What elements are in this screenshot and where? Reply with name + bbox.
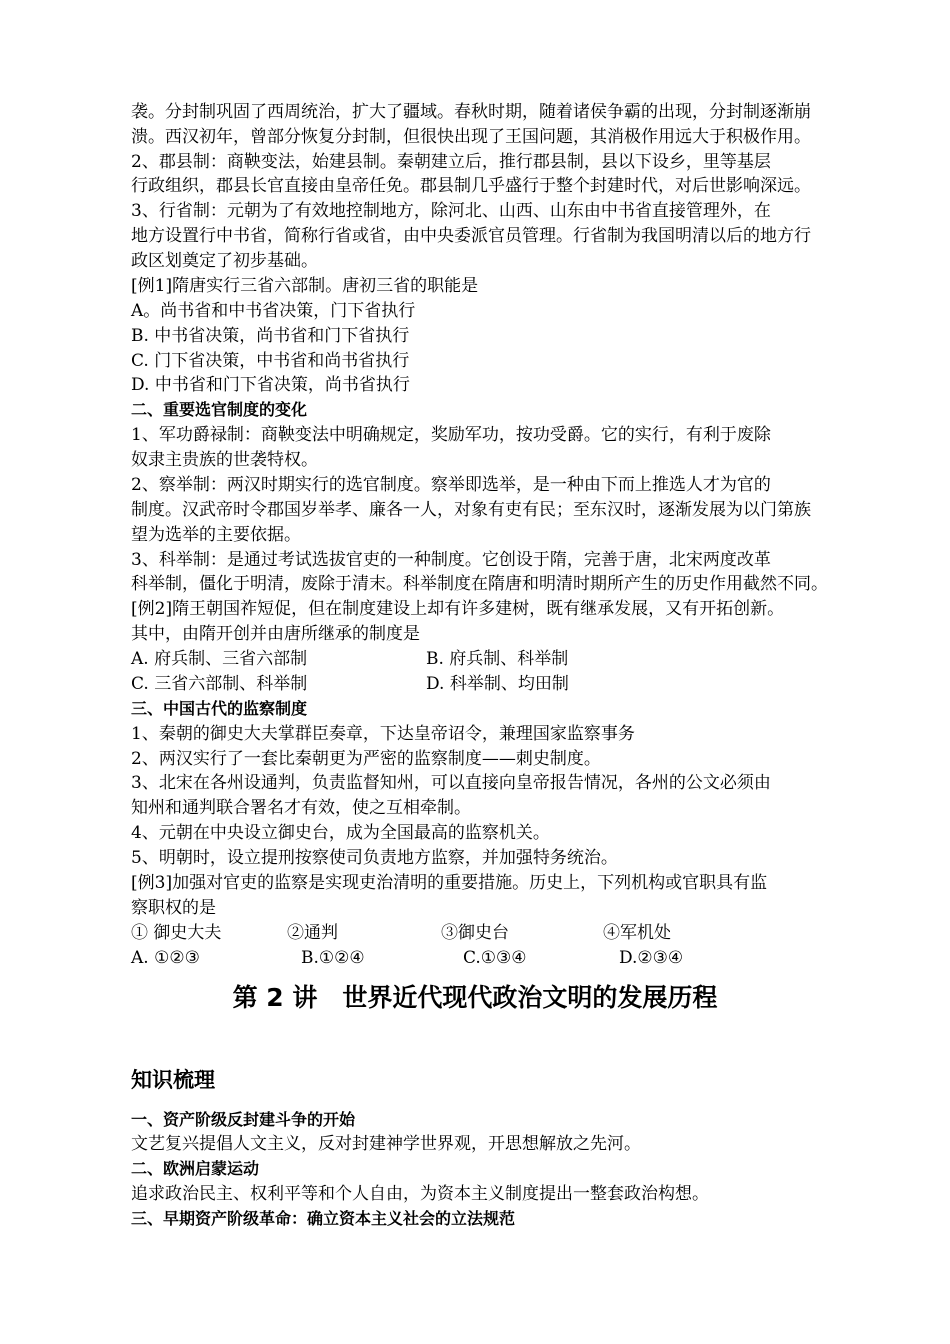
choice-item: ④军机处 [603, 923, 671, 943]
paragraph-line: 制度。汉武帝时令郡国岁举孝、廉各一人，对象有吏有民；至东汉时，逐渐发展为以门第族 [131, 500, 811, 520]
section-heading: 三、中国古代的监察制度 [131, 699, 308, 718]
section-heading: 二、重要选官制度的变化 [131, 400, 308, 419]
paragraph-line: 追求政治民主、权利平等和个人自由，为资本主义制度提出一整套政治构想。 [131, 1184, 709, 1204]
paragraph-line: 4、元朝在中央设立御史台，成为全国最高的监察机关。 [131, 823, 550, 843]
paragraph-line: 科举制，僵化于明清，废除于清末。科举制度在隋唐和明清时期所产生的历史作用截然不同。 [131, 574, 828, 594]
paragraph-line: 5、明朝时，设立提刑按察使司负责地方监察，并加强特务统治。 [131, 848, 618, 868]
choice-item: ②通判 [287, 923, 338, 943]
paragraph-line: 地方设置行中书省，简称行省或省，由中央委派官员管理。行省制为我国明清以后的地方行 [131, 226, 811, 246]
paragraph-line: 其中，由隋开创并由唐所继承的制度是 [131, 624, 420, 644]
example-question: [例3]加强对官吏的监察是实现吏治清明的重要措施。历史上，下列机构或官职具有监 [131, 873, 768, 893]
paragraph-line: 文艺复兴提倡人文主义，反对封建神学世界观，开思想解放之先河。 [131, 1134, 641, 1154]
paragraph-line: 溃。西汉初年，曾部分恢复分封制，但很快出现了王国问题，其消极作用远大于积极作用。 [131, 127, 811, 147]
example-question: [例1]隋唐实行三省六部制。唐初三省的职能是 [131, 276, 479, 296]
paragraph-line: 知州和通判联合署名才有效，使之互相牵制。 [131, 798, 471, 818]
option-line: C. 三省六部制、科举制 [131, 674, 308, 694]
choice-item: ① 御史大夫 [131, 923, 222, 943]
lecture-title: 第 2 讲 世界近代现代政治文明的发展历程 [232, 983, 718, 1012]
paragraph-line: 察职权的是 [131, 898, 216, 918]
section-heading: 二、欧洲启蒙运动 [131, 1159, 260, 1178]
option-line: D. 中书省和门下省决策，尚书省执行 [131, 375, 410, 395]
answer-option: C.①③④ [463, 948, 527, 968]
paragraph-line: 2、郡县制：商鞅变法，始建县制。秦朝建立后，推行郡县制，县以下设乡，里等基层 [131, 152, 771, 172]
section-subtitle: 知识梳理 [131, 1068, 215, 1092]
paragraph-line: 行政组织，郡县长官直接由皇帝任免。郡县制几乎盛行于整个封建时代，对后世影响深远。 [131, 176, 811, 196]
paragraph-line: 1、秦朝的御史大夫掌群臣奏章，下达皇帝诏令，兼理国家监察事务 [131, 724, 635, 744]
section-heading: 三、早期资产阶级革命：确立资本主义社会的立法规范 [131, 1209, 516, 1228]
paragraph-line: 袭。分封制巩固了西周统治，扩大了疆域。春秋时期，随着诸侯争霸的出现，分封制逐渐崩 [131, 102, 811, 122]
answer-option: D.②③④ [619, 948, 684, 968]
option-line: A。尚书省和中书省决策，门下省执行 [131, 301, 416, 321]
paragraph-line: 政区划奠定了初步基础。 [131, 251, 318, 271]
option-line: D. 科举制、均田制 [426, 674, 569, 694]
option-line: B. 中书省决策，尚书省和门下省执行 [131, 326, 410, 346]
section-heading: 一、资产阶级反封建斗争的开始 [131, 1110, 356, 1129]
paragraph-line: 2、察举制：两汉时期实行的选官制度。察举即选举，是一种由下而上推选人才为官的 [131, 475, 771, 495]
option-line: A. 府兵制、三省六部制 [131, 649, 308, 669]
paragraph-line: 2、两汉实行了一套比秦朝更为严密的监察制度——刺史制度。 [131, 749, 601, 769]
paragraph-line: 奴隶主贵族的世袭特权。 [131, 450, 318, 470]
choice-item: ③御史台 [441, 923, 509, 943]
option-line: B. 府兵制、科举制 [426, 649, 569, 669]
paragraph-line: 3、行省制：元朝为了有效地控制地方，除河北、山西、山东由中书省直接管理外，在 [131, 201, 771, 221]
option-line: C. 门下省决策，中书省和尚书省执行 [131, 351, 410, 371]
paragraph-line: 望为选举的主要依据。 [131, 525, 301, 545]
paragraph-line: 3、科举制：是通过考试选拔官吏的一种制度。它创设于隋，完善于唐，北宋两度改革 [131, 550, 771, 570]
paragraph-line: 1、军功爵禄制：商鞅变法中明确规定，奖励军功，按功受爵。它的实行，有利于废除 [131, 425, 771, 445]
answer-option: A. ①②③ [131, 948, 200, 968]
example-question: [例2]隋王朝国祚短促，但在制度建设上却有许多建树，既有继承发展，又有开拓创新。 [131, 599, 785, 619]
paragraph-line: 3、北宋在各州设通判，负责监督知州，可以直接向皇帝报告情况，各州的公文必须由 [131, 773, 771, 793]
answer-option: B.①②④ [301, 948, 365, 968]
